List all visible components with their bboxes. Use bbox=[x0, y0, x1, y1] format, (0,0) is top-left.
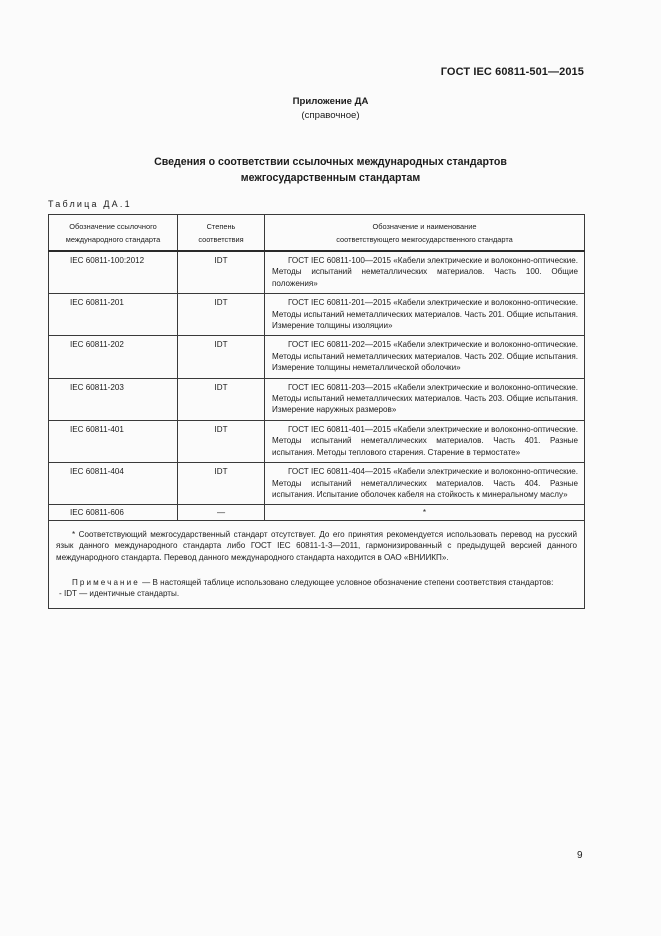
degree-cell: IDT bbox=[178, 336, 265, 378]
reference-standard-cell: IEC 60811-401 bbox=[49, 420, 178, 462]
appendix-subtitle: (справочное) bbox=[301, 110, 360, 121]
reference-standard-cell: IEC 60811-202 bbox=[49, 336, 178, 378]
interstate-standard-text: ГОСТ IEC 60811-404—2015 «Кабели электрические и волоконно-оптические. Методы испытаний неметаллических материалов. Часть 404. Разные испытания. Испытание оболочек кабеля на стойкость к минеральному маслу» bbox=[272, 467, 578, 499]
table-notes-row bbox=[49, 520, 585, 608]
reference-standard-cell: IEC 60811-203 bbox=[49, 378, 178, 420]
table-label: Таблица ДА.1 bbox=[48, 199, 132, 209]
note-label: Примечание bbox=[72, 577, 140, 587]
table-row bbox=[49, 251, 585, 294]
header-degree-line1: Степень bbox=[206, 221, 236, 231]
appendix-title: Приложение ДА bbox=[292, 96, 369, 107]
header-interstate-line2: соответствующего межгосударственного стандарта bbox=[336, 234, 513, 244]
table-row bbox=[49, 505, 585, 520]
header-ref-line1: Обозначение ссылочного bbox=[69, 221, 157, 231]
reference-standard-cell: IEC 60811-606 bbox=[49, 505, 178, 520]
header-degree-line2: соответствия bbox=[198, 234, 244, 244]
reference-standard-cell: IEC 60811-404 bbox=[49, 463, 178, 505]
table-header-row bbox=[49, 215, 585, 252]
header-interstate-standard bbox=[265, 215, 585, 252]
table-notes bbox=[49, 520, 585, 608]
degree-cell: IDT bbox=[178, 420, 265, 462]
header-reference-standard bbox=[49, 215, 178, 252]
interstate-standard-cell: * bbox=[265, 505, 585, 520]
interstate-standard-cell bbox=[265, 294, 585, 336]
degree-cell: IDT bbox=[178, 463, 265, 505]
table-row bbox=[49, 294, 585, 336]
interstate-standard-cell bbox=[265, 251, 585, 294]
header-ref-line2: международного стандарта bbox=[65, 234, 161, 244]
note-list-item: - IDT — идентичные стандарты. bbox=[59, 589, 180, 599]
table-row bbox=[49, 463, 585, 505]
section-title-line1: Сведения о соответствии ссылочных международных стандартов bbox=[154, 156, 507, 168]
footnote: * Соответствующий межгосударственный стандарт отсутствует. До его принятия рекомендуется использовать перевод на русский язык данного международного стандарта либо ГОСТ IEC 60811-1-3—2011, гармонизированный с предыдущей версией данного международного стандарта. Перевод данного международного стандарта находится в ОАО «ВНИИКП». bbox=[56, 529, 577, 562]
degree-cell: — bbox=[178, 505, 265, 520]
degree-cell: IDT bbox=[178, 294, 265, 336]
degree-cell: IDT bbox=[178, 378, 265, 420]
note-paragraph bbox=[56, 577, 577, 588]
table-row bbox=[49, 336, 585, 378]
section-title-line2: межгосударственным стандартам bbox=[240, 172, 421, 184]
interstate-standard-text: ГОСТ IEC 60811-401—2015 «Кабели электрические и волоконно-оптические. Методы испытаний неметаллических материалов. Часть 401. Разные испытания. Методы теплового старения. Старение в термостате» bbox=[272, 424, 578, 457]
interstate-standard-cell bbox=[265, 378, 585, 420]
page-number: 9 bbox=[577, 850, 583, 861]
interstate-standard-text: ГОСТ IEC 60811-203—2015 «Кабели электрические и волоконно-оптические. Методы испытаний неметаллических материалов. Часть 203. Общие испытания. Измерение наружных размеров» bbox=[272, 382, 578, 415]
degree-cell: IDT bbox=[178, 251, 265, 294]
document-header-id: ГОСТ IEC 60811-501—2015 bbox=[440, 66, 584, 78]
table-row bbox=[49, 378, 585, 420]
correspondence-table bbox=[48, 214, 585, 609]
interstate-standard-text: ГОСТ IEC 60811-202—2015 «Кабели электрические и волоконно-оптические. Методы испытаний неметаллических материалов. Часть 202. Общие испытания. Измерение толщины неметаллической оболочки» bbox=[272, 340, 578, 373]
note-text: — В настоящей таблице использовано следующее условное обозначение степени соответствия стандартов: bbox=[142, 577, 554, 587]
interstate-standard-text: ГОСТ IEC 60811-100—2015 «Кабели электрические и волоконно-оптические. Методы испытаний неметаллических материалов. Часть 100. Общие положения» bbox=[272, 256, 578, 288]
reference-standard-cell: IEC 60811-201 bbox=[49, 294, 178, 336]
header-interstate-line1: Обозначение и наименование bbox=[372, 221, 477, 231]
header-degree bbox=[178, 215, 265, 252]
interstate-standard-cell bbox=[265, 420, 585, 462]
interstate-standard-cell bbox=[265, 336, 585, 378]
interstate-standard-cell bbox=[265, 463, 585, 505]
table-row bbox=[49, 420, 585, 462]
reference-standard-cell: IEC 60811-100:2012 bbox=[49, 251, 178, 294]
interstate-standard-text: ГОСТ IEC 60811-201—2015 «Кабели электрические и волоконно-оптические. Методы испытаний неметаллических материалов. Часть 201. Общие испытания. Измерение толщины изоляции» bbox=[272, 298, 578, 331]
